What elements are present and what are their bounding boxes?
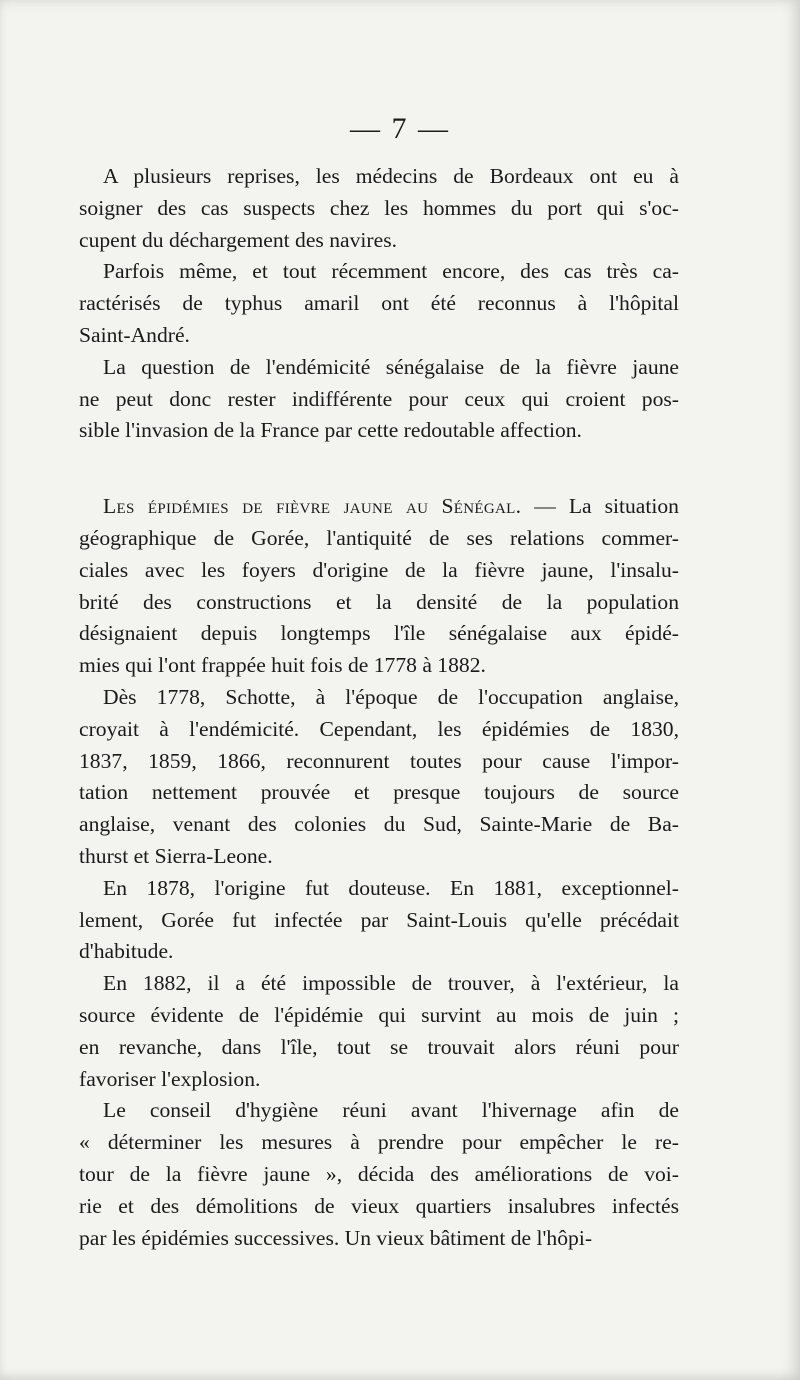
- text-line: d'habitude.: [79, 939, 174, 964]
- text-line: ne peut donc rester indifférente pour ceux qui croient pos-: [79, 386, 679, 411]
- text-line: A plusieurs reprises, les médecins de Bordeaux ont eu à: [103, 164, 679, 188]
- text-line: désignaient depuis longtemps l'île sénégalaise aux épidé-: [79, 621, 679, 646]
- text-line: mies qui l'ont frappée huit fois de 1778 à 1882.: [79, 653, 486, 678]
- text-line: En 1878, l'origine fut douteuse. En 1881, exceptionnel-: [103, 875, 679, 900]
- paragraph: [79, 873, 679, 968]
- section-heading: Les épidémies de fièvre jaune au Sénégal.: [103, 494, 522, 519]
- text-line: géographique de Gorée, l'antiquité de ses relations commer-: [79, 525, 679, 550]
- text-line: 1837, 1859, 1866, reconnurent toutes pour cause l'impor-: [79, 748, 679, 773]
- paragraph: [79, 352, 679, 447]
- text-line: brité des constructions et la densité de la population: [79, 589, 679, 614]
- text-line: croyait à l'endémicité. Cependant, les épidémies de 1830,: [79, 716, 679, 741]
- text-line: favoriser l'explosion.: [79, 1066, 261, 1091]
- text-line: cupent du déchargement des navires.: [79, 227, 397, 252]
- section-epidemies: [79, 491, 679, 682]
- text-line: anglaise, venant des colonies du Sud, Sainte-Marie de Ba-: [79, 812, 679, 837]
- text-line: lement, Gorée fut infectée par Saint-Louis qu'elle précédait: [79, 907, 679, 932]
- text-line: Le conseil d'hygiène réuni avant l'hivernage afin de: [103, 1098, 679, 1123]
- text-line: sible l'invasion de la France par cette redoutable affection.: [79, 418, 582, 443]
- text-line: Saint-André.: [79, 322, 190, 347]
- text-line: par les épidémies successives. Un vieux bâtiment de l'hôpi-: [79, 1225, 593, 1250]
- section-heading-rest: — La situation: [521, 494, 679, 519]
- paragraph: [79, 682, 679, 873]
- text-line: rie et des démolitions de vieux quartiers insalubres infectés: [79, 1193, 679, 1218]
- text-line: ractérisés de typhus amaril ont été reconnus à l'hôpital: [79, 291, 679, 316]
- history-paragraphs: [79, 682, 679, 1254]
- text-line: Parfois même, et tout récemment encore, des cas très ca-: [103, 259, 679, 284]
- text-line: tation nettement prouvée et presque toujours de source: [79, 780, 679, 805]
- text-line: soigner des cas suspects chez les hommes du port qui s'oc-: [79, 195, 679, 220]
- text-line: ciales avec les foyers d'origine de la fièvre jaune, l'insalu-: [79, 557, 679, 582]
- body-text: [79, 161, 679, 1254]
- text-line: La question de l'endémicité sénégalaise de la fièvre jaune: [103, 354, 679, 379]
- paragraph: [79, 256, 679, 351]
- text-line: en revanche, dans l'île, tout se trouvait alors réuni pour: [79, 1034, 679, 1059]
- text-line: thurst et Sierra-Leone.: [79, 843, 273, 868]
- intro-paragraphs: [79, 161, 679, 447]
- text-line: En 1882, il a été impossible de trouver, à l'extérieur, la: [103, 971, 679, 996]
- text-line: source évidente de l'épidémie qui survint au mois de juin ;: [79, 1002, 679, 1027]
- text-line: tour de la fièvre jaune », décida des améliorations de voi-: [79, 1161, 679, 1186]
- section-gap: [79, 447, 679, 491]
- paragraph: [79, 968, 679, 1095]
- paragraph: [79, 161, 679, 256]
- section-first-line: [79, 491, 679, 523]
- text-line: Dès 1778, Schotte, à l'époque de l'occupation anglaise,: [103, 684, 679, 709]
- paragraph: [79, 1095, 679, 1254]
- text-line: « déterminer les mesures à prendre pour empêcher le re-: [79, 1130, 679, 1155]
- page-number: — 7 —: [350, 112, 450, 145]
